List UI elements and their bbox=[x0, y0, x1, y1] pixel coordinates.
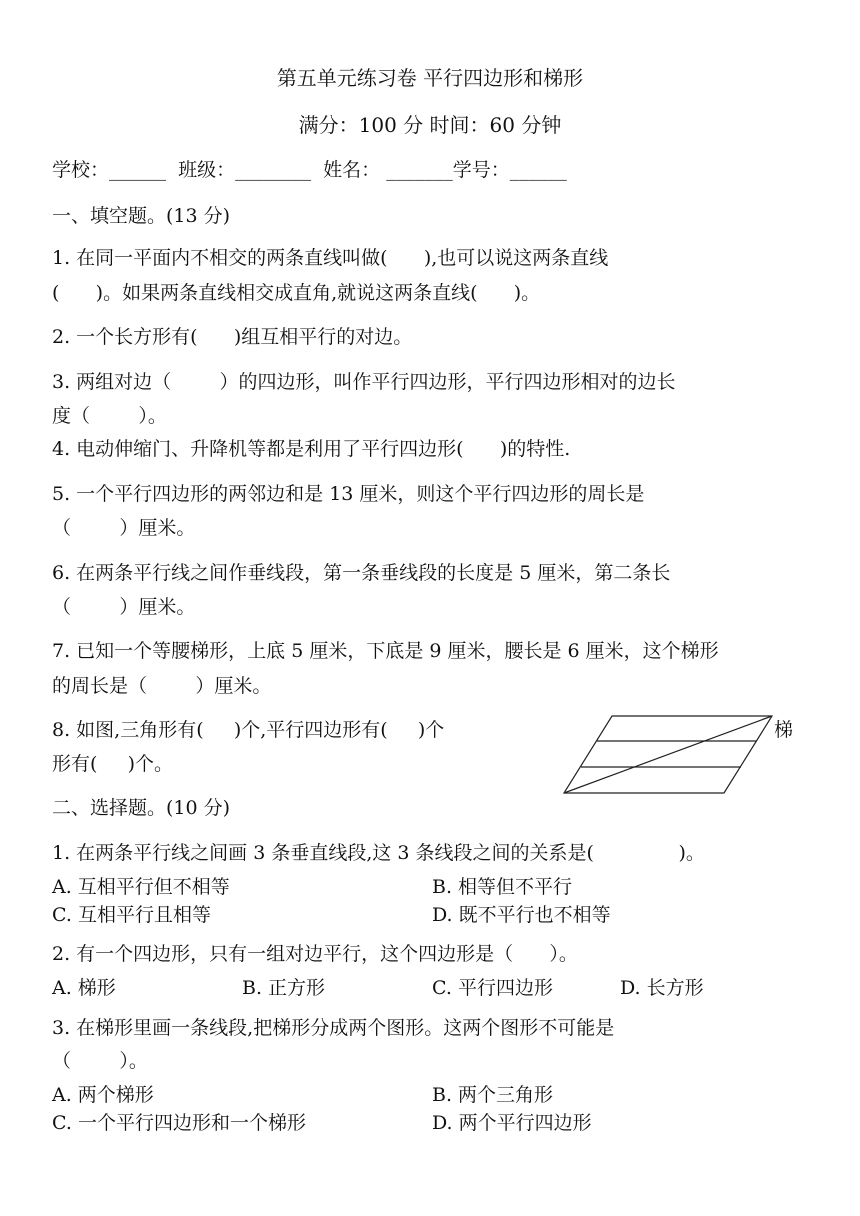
mc-q1-option-b: B. 相等但不平行 bbox=[432, 876, 573, 898]
mc-q2-option-a: A. 梯形 bbox=[52, 977, 116, 999]
parallelogram-figure bbox=[560, 712, 776, 796]
section-heading-multiple-choice: 二、选择题。(10 分) bbox=[52, 797, 231, 819]
question-6-line-1: 6. 在两条平行线之间作垂线段，第一条垂线段的长度是 5 厘米，第二条长 bbox=[52, 562, 671, 584]
mc-q3-option-a: A. 两个梯形 bbox=[52, 1084, 154, 1106]
question-3-line-2: 度（ ）。 bbox=[52, 405, 167, 427]
mc-q1-option-a: A. 互相平行但不相等 bbox=[52, 876, 230, 898]
question-1-line-2: ( )。如果两条直线相交成直角,就说这两条直线( )。 bbox=[52, 282, 541, 304]
mc-q3-option-d: D. 两个平行四边形 bbox=[432, 1112, 592, 1134]
mc-q3-option-c: C. 一个平行四边形和一个梯形 bbox=[52, 1112, 306, 1134]
question-3-line-1: 3. 两组对边（ ）的四边形，叫作平行四边形，平行四边形相对的边长 bbox=[52, 371, 676, 393]
page-subtitle: 满分：100 分 时间：60 分钟 bbox=[298, 113, 562, 137]
question-8-line-1: 8. 如图,三角形有( )个,平行四边形有( )个 bbox=[52, 719, 445, 741]
mc-question-3-stem-line-1: 3. 在梯形里画一条线段,把梯形分成两个图形。这两个图形不可能是 bbox=[52, 1017, 615, 1039]
mc-q2-option-b: B. 正方形 bbox=[242, 977, 326, 999]
student-info-line: 学校：______ 班级：________ 姓名： _______学号：______ bbox=[52, 159, 567, 181]
question-7-line-1: 7. 已知一个等腰梯形，上底 5 厘米，下底是 9 厘米，腰长是 6 厘米，这个梯形 bbox=[52, 640, 719, 662]
question-4-line-1: 4. 电动伸缩门、升降机等都是利用了平行四边形( )的特性. bbox=[52, 438, 571, 460]
question-8-line-1-end: 梯 bbox=[774, 719, 794, 741]
mc-q2-option-d: D. 长方形 bbox=[620, 977, 704, 999]
question-6-line-2: （ ）厘米。 bbox=[52, 596, 196, 618]
question-1-line-1: 1. 在同一平面内不相交的两条直线叫做( ),也可以说这两条直线 bbox=[52, 247, 609, 269]
mc-q1-option-d: D. 既不平行也不相等 bbox=[432, 904, 611, 926]
section-heading-fill-in: 一、填空题。(13 分) bbox=[52, 205, 231, 227]
mc-question-3-stem-line-2: （ ）。 bbox=[52, 1050, 148, 1072]
mc-q2-option-c: C. 平行四边形 bbox=[432, 977, 553, 999]
question-2-line-1: 2. 一个长方形有( )组互相平行的对边。 bbox=[52, 326, 413, 348]
question-5-line-2: （ ）厘米。 bbox=[52, 517, 196, 539]
question-7-line-2: 的周长是（ ）厘米。 bbox=[52, 675, 272, 697]
mc-q3-option-b: B. 两个三角形 bbox=[432, 1084, 554, 1106]
mc-question-2-stem: 2. 有一个四边形，只有一组对边平行，这个四边形是（ ）。 bbox=[52, 943, 578, 965]
mc-question-1-stem: 1. 在两条平行线之间画 3 条垂直线段,这 3 条线段之间的关系是( )。 bbox=[52, 842, 705, 864]
figure-diagonal bbox=[564, 716, 772, 793]
question-8-line-2: 形有( )个。 bbox=[52, 753, 174, 775]
question-5-line-1: 5. 一个平行四边形的两邻边和是 13 厘米，则这个平行四边形的周长是 bbox=[52, 483, 645, 505]
page-title: 第五单元练习卷 平行四边形和梯形 bbox=[276, 66, 584, 90]
mc-q1-option-c: C. 互相平行且相等 bbox=[52, 904, 211, 926]
